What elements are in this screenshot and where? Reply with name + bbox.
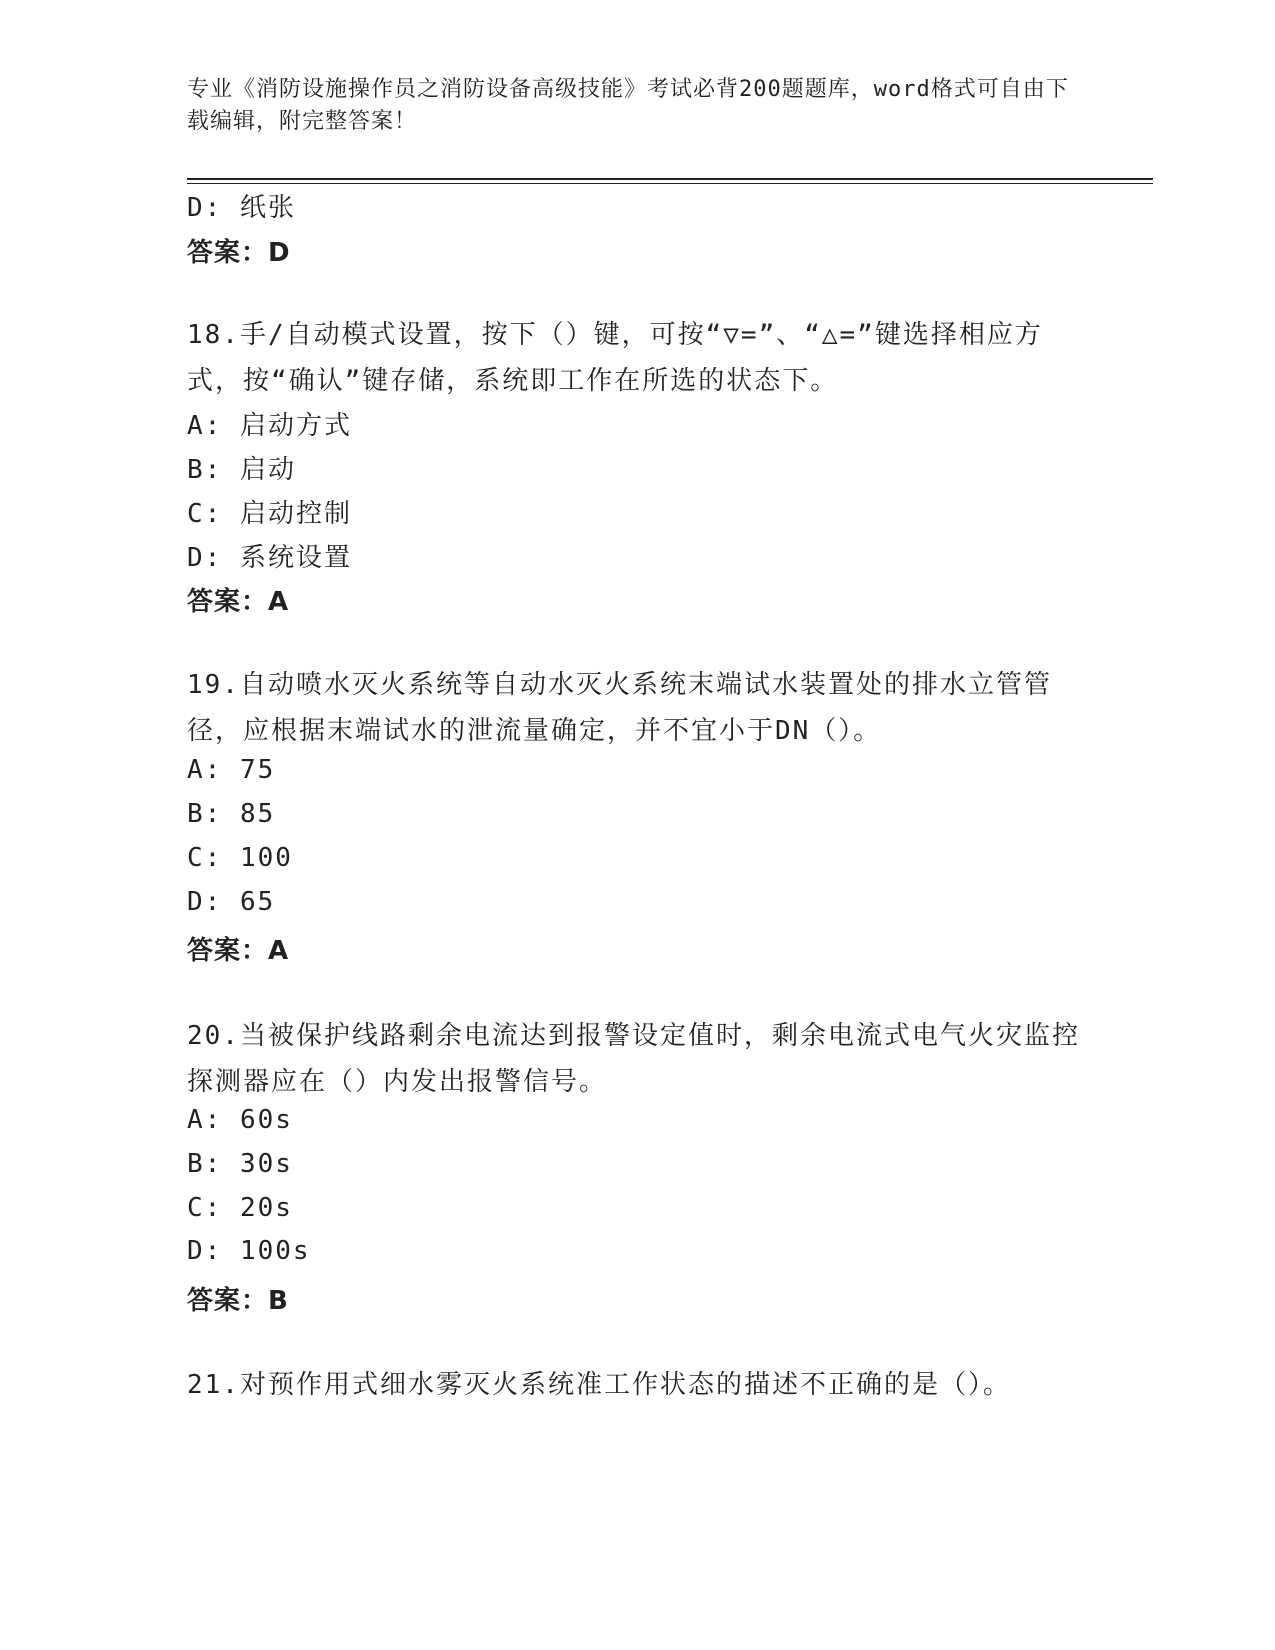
question-19-option-c: C: 100 [187,843,293,873]
question-20-option-d: D: 100s [187,1236,311,1266]
question-18-option-b: B: 启动 [187,455,296,485]
question-20-option-c: C: 20s [187,1193,293,1223]
question-19-option-d: D: 65 [187,887,276,917]
header-divider-thin [187,183,1153,184]
question-20-answer: 答案：B [187,1286,289,1316]
question-18-answer: 答案：A [187,587,290,617]
answer-label: 答案：D [187,238,291,268]
header-divider-thick [187,178,1153,180]
question-21-text: 21.对预作用式细水雾灭火系统准工作状态的描述不正确的是（）。 [187,1370,1011,1400]
question-20-text: 20.当被保护线路剩余电流达到报警设定值时，剩余电流式电气火灾监控探测器应在（）内发出报警信号。 [187,1021,1080,1097]
question-20-option-a: A: 60s [187,1105,293,1135]
question-18-option-d: D: 系统设置 [187,543,352,573]
question-18-option-c: C: 启动控制 [187,499,352,529]
question-18-option-a: A: 启动方式 [187,411,352,441]
document-header: 专业《消防设施操作员之消防设备高级技能》考试必背200题题库，word格式可自由下载编辑，附完整答案！ [187,77,1069,134]
question-19-option-b: B: 85 [187,799,276,829]
option-d: D: 纸张 [187,193,296,223]
question-19-option-a: A: 75 [187,755,276,785]
question-19-answer: 答案：A [187,936,290,966]
question-18-text: 18.手/自动模式设置，按下（）键，可按“▽=”、“△=”键选择相应方式，按“确认”键存储，系统即工作在所选的状态下。 [187,320,1043,396]
question-20-option-b: B: 30s [187,1149,293,1179]
question-19-text: 19.自动喷水灭火系统等自动水灭火系统末端试水装置处的排水立管管径，应根据末端试水的泄流量确定，并不宜小于DN（）。 [187,670,1052,746]
